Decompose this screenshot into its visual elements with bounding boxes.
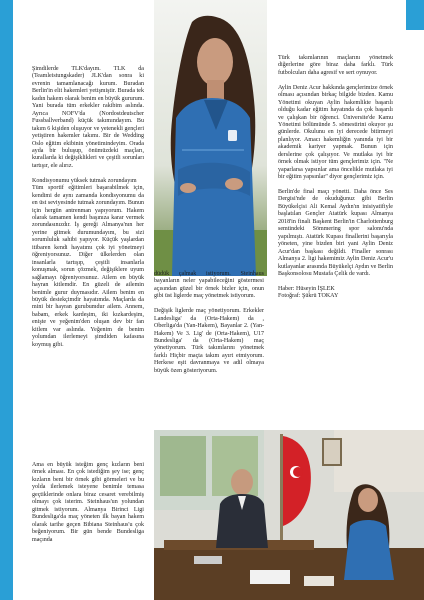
photo-credit: Fotoğraf: Şükrü TOKAY: [278, 293, 339, 300]
paragraph-turk-takimlari: Türk takımlarının maçlarını yönetmek diğerlerine göre biraz daha farklı. Türk futbolcuları daha agresif ve sert oynuyor.: [278, 55, 393, 76]
news-credit: Haber: Hüseyin İŞLEK: [278, 285, 335, 292]
office-illustration: [154, 430, 424, 600]
paragraph-ligler: Değişik liglerde maç yönetiyorum. Erkekler Landesliga' da (Orta-Hakem) da , Oberliga'da (Yan-Hakem), Bayanlar 2. (Yan-Hakem) Ve 3. Lig' de (Orta-Hakem), U17 Bundesliga' da (Orta-Hakem) maç yönetiyorum. Türk takımlarını yönetmek farklı Hiçbir maçta takım ayırt etmiyorum. Herkese eşit davranmaya ve adil olmaya büyük özen gösteriyorum.: [154, 308, 264, 374]
portrait-illustration: [154, 0, 267, 276]
paragraph-final: Berlin'de final maçı yönetti. Daha önce Ses Dergisi'nde de okuduğunuz gibi Berlin Büyükelçisi Ali Kemal Aydın'ın inisiyatifiyle başlatılan Gençler Atatürk kupası Almanya 2018'in finali Başkent Berlin'in Charlottenburg semtindeki Sömmering spor salonu'nda yapılmıştı. Atatürk Kupası finallerini başarıyla yöneten, yine bizden biri yani Aylin Deniz Acur'dan başkası değildi. Finaller sonrası Almanya 2. ligi hakemimiz Aylin Deniz Acur'u kutlayanlar arasında Büyükelçi Aydın ve Berlin Başkonsolosu Mustafa Çelik de vardı.: [278, 189, 393, 278]
paragraph-tlk: Şimdilerde TLK'dayım. TLK da (Teamleistungskader) JLK'dan sonra ki evrenin tamamlanacağı kurum. Buradan Berlin'in elit hakemleri yetişmiştir. Burada tek kadın hakem olarak benim en büyük gururum. Yani burada tüm erkekler rakibim aslında. Ayrıca NOFV'da (Nordostdeutscher Fussballverband) küçük takımındayım. Bu takım 6 kişiden oluşuyor ve yetenekli gençleri yetiştiren hakemler takımı. Bir de Wedding Oslo eğitim ekibinin yönetimindeyim. Orada ayda bir buluşup, önümüzdeki maçları, kurallarda ki değişiklikleri ve çeşitli sorunları tartışır, ele alırız.: [32, 66, 145, 169]
paragraph-egitim: Aylin Deniz Acur hakkında gençlerimize örnek olması açısından birkaç bilgide bizden. Kamu Yönetimi okuyan Aylin hakemlikte başarılı olduğu kadar eğitim hayatında da çok başarılı ve çalışkan bir öğrenci. Üniversite'de Kamu Yönetimi bölümünde 5. sömestirini okuyor şu günlerde. Okulunu en iyi derecede bitirmeyi planlıyor. Amacı hakemliğin yanında iyi bir akademik kariyer yapmak. Bunun için derslerine çok çalışıyor. Ve mutlaka iyi bir örnek olmak istiyor tüm gençlerimiz için. "Ne yaparlarsa yapsınlar ama öncelikle mutlaka iyi bir eğitim yapsınlar" diyor gençlerimiz için.: [278, 84, 393, 181]
paragraph-steinhaus: düdük çalmak istiyorum. Steinhaus bayanların neler yapabileceğini göstermesi açısından güzel bir örnek bizler için, onun gibi üst liglerde maç yönetmek istiyorum.: [154, 271, 264, 300]
article-column-1-continued: [32, 462, 144, 544]
corner-accent-tab: [406, 0, 424, 30]
article-column-2: [154, 271, 264, 375]
left-accent-bar: [0, 0, 13, 600]
article-column-1: [32, 66, 144, 349]
credits: [278, 286, 393, 301]
paragraph-ornek: Ama en büyük isteğim genç kızların beni örnek alması. En çok istediğim şey ise; genç kızların beni bir örnek gibi görmeleri ve bu yolda ilerlemek isteyene benimle temasa geçtiklerinde onlara biraz cesaret verebilmiş olmayı çok isterim. Steinhaus'un yolundan gitmek istiyorum. Almanya Birinci Ligi Bundesliga'da maç yöneten ilk bayan hakem olarak tarihe geçen Bibiana Steinhaus'u çok beğeniyorum. Bir gün bende Bundesliga maçında: [32, 462, 144, 543]
portrait-photo: [154, 0, 267, 276]
article-column-3: [278, 55, 393, 301]
office-photo: [154, 430, 424, 600]
paragraph-kondisyon: Kondisyonumu yüksek tutmak zorundayım Tüm sportif eğitimleri başarabilmek için, kendimi de aynı zamanda kondisyonumu da en üst seviyesinde tutmak zorundayım. Bunun için hergün antrenman yapıyorum. Hakem olarak tamamen kendi başınıza karar vermek zorundasınızdır. İş gereği Almanya'nın her yerine gitmek durumundayım, bu sizi sorumluluk sahibi yapıyor. Küçük yaşlardan itibaren kendi hayatımı çok iyi yönetmeyi öğreniyorsunuz. Diğer ülkelerden olan insanlarla tartışıp, çeşitli insanlarla konuşmak, sorun çözmek, değişiklere uyum sağlamayı öğreniyorsunuz. Ailem en büyük hayran kitlemdir. En güzeli de ailemin benimle gurur duymasıdır. Ailem benim en büyük destekçimdir hayatımda. Maçlarda da mini bir hayran gurubumdur ailem. Annem, babam, erkek kardeşim, iki kızkardeşim, enişte ve yeğenim'den oluşan dev bir fan kitlem var aslında. Yeğenim de benim yolumdan ilerlemeyi şimdiden kafasına koymuş gibi.: [32, 177, 144, 348]
